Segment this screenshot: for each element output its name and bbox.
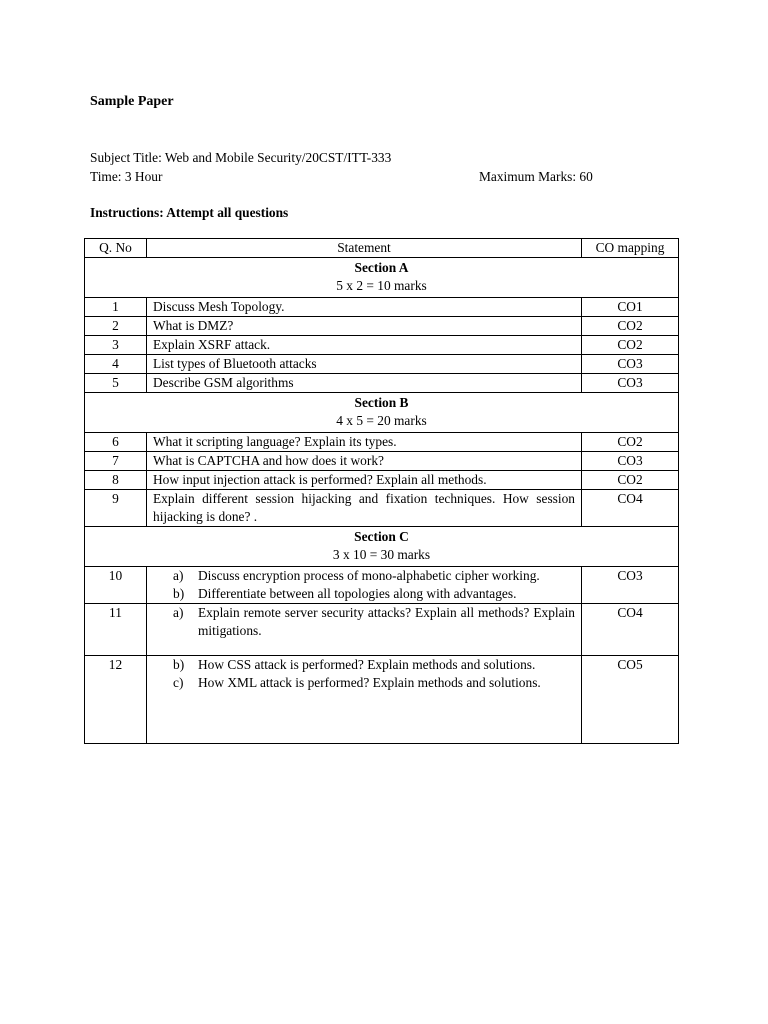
- sub-question-label: b): [173, 657, 185, 672]
- question-text: [147, 567, 582, 604]
- table-row: [85, 656, 679, 744]
- question-number: 8: [85, 471, 147, 490]
- co-mapping: CO4: [582, 604, 679, 656]
- subject-title: Subject Title: Web and Mobile Security/20CST/ITT-333: [90, 150, 392, 165]
- table-row: [85, 298, 679, 317]
- table-row: [85, 374, 679, 393]
- question-text: How input injection attack is performed? Explain all methods.: [147, 471, 582, 490]
- sub-question-text: Discuss encryption process of mono-alphabetic cipher working.: [198, 568, 540, 583]
- section-name: Section B: [354, 395, 409, 410]
- sub-question-list: [153, 656, 575, 692]
- question-number: 2: [85, 317, 147, 336]
- table-row: [85, 336, 679, 355]
- question-text: List types of Bluetooth attacks: [147, 355, 582, 374]
- question-number: 4: [85, 355, 147, 374]
- section-row: [85, 393, 679, 433]
- sub-question-text: How CSS attack is performed? Explain methods and solutions.: [198, 657, 536, 672]
- question-number: 5: [85, 374, 147, 393]
- table-header-row: [85, 239, 679, 258]
- question-number: 11: [85, 604, 147, 656]
- co-mapping: CO3: [582, 374, 679, 393]
- table-row: [85, 452, 679, 471]
- section-name: Section A: [354, 260, 409, 275]
- instructions: Instructions: Attempt all questions: [90, 205, 289, 220]
- question-text: [147, 604, 582, 656]
- header-qno: Q. No: [85, 239, 147, 258]
- co-mapping: CO3: [582, 452, 679, 471]
- sub-question-list: [153, 567, 575, 603]
- list-item: [173, 585, 575, 603]
- co-mapping: CO2: [582, 336, 679, 355]
- sub-question-label: a): [173, 605, 184, 620]
- co-mapping: CO3: [582, 567, 679, 604]
- co-mapping: CO2: [582, 317, 679, 336]
- question-text: What is DMZ?: [147, 317, 582, 336]
- table-row: [85, 490, 679, 527]
- question-number: 1: [85, 298, 147, 317]
- section-marks: 3 x 10 = 30 marks: [332, 547, 431, 562]
- question-number: 9: [85, 490, 147, 527]
- sub-question-text: How XML attack is performed? Explain methods and solutions.: [198, 675, 541, 690]
- question-number: 12: [85, 656, 147, 744]
- section-marks: 5 x 2 = 10 marks: [336, 278, 427, 293]
- co-mapping: CO4: [582, 490, 679, 527]
- header-statement: Statement: [147, 239, 582, 258]
- sub-question-list: [153, 604, 575, 640]
- question-number: 7: [85, 452, 147, 471]
- question-text: [147, 656, 582, 744]
- sub-question-text: Differentiate between all topologies along with advantages.: [198, 586, 517, 601]
- sub-question-text: Explain remote server security attacks? Explain all methods? Explain mitigations.: [198, 605, 575, 638]
- table-row: [85, 471, 679, 490]
- section-row: [85, 527, 679, 567]
- sub-question-label: b): [173, 586, 185, 601]
- table-row: [85, 317, 679, 336]
- list-item: [173, 567, 575, 585]
- table-row: [85, 567, 679, 604]
- question-text: What is CAPTCHA and how does it work?: [147, 452, 582, 471]
- section-name: Section C: [354, 529, 409, 544]
- list-item: [173, 656, 575, 674]
- question-number: 6: [85, 433, 147, 452]
- question-text: Explain XSRF attack.: [147, 336, 582, 355]
- question-text: Describe GSM algorithms: [147, 374, 582, 393]
- co-mapping: CO1: [582, 298, 679, 317]
- list-item: [173, 604, 575, 640]
- sub-question-label: a): [173, 568, 184, 583]
- exam-time: Time: 3 Hour: [90, 169, 163, 184]
- table-row: [85, 604, 679, 656]
- table-row: [85, 355, 679, 374]
- sub-question-label: c): [173, 675, 184, 690]
- question-table: [84, 238, 679, 744]
- question-text: What it scripting language? Explain its types.: [147, 433, 582, 452]
- question-number: 10: [85, 567, 147, 604]
- question-number: 3: [85, 336, 147, 355]
- section-row: [85, 258, 679, 298]
- header-co-mapping: CO mapping: [582, 239, 679, 258]
- co-mapping: CO2: [582, 433, 679, 452]
- co-mapping: CO2: [582, 471, 679, 490]
- co-mapping: CO5: [582, 656, 679, 744]
- table-row: [85, 433, 679, 452]
- maximum-marks: Maximum Marks: 60: [479, 169, 593, 184]
- question-text: Explain different session hijacking and fixation techniques. How session hijacking is done? .: [147, 490, 582, 527]
- paper-title: Sample Paper: [90, 94, 174, 109]
- section-marks: 4 x 5 = 20 marks: [336, 413, 427, 428]
- question-text: Discuss Mesh Topology.: [147, 298, 582, 317]
- co-mapping: CO3: [582, 355, 679, 374]
- list-item: [173, 674, 575, 692]
